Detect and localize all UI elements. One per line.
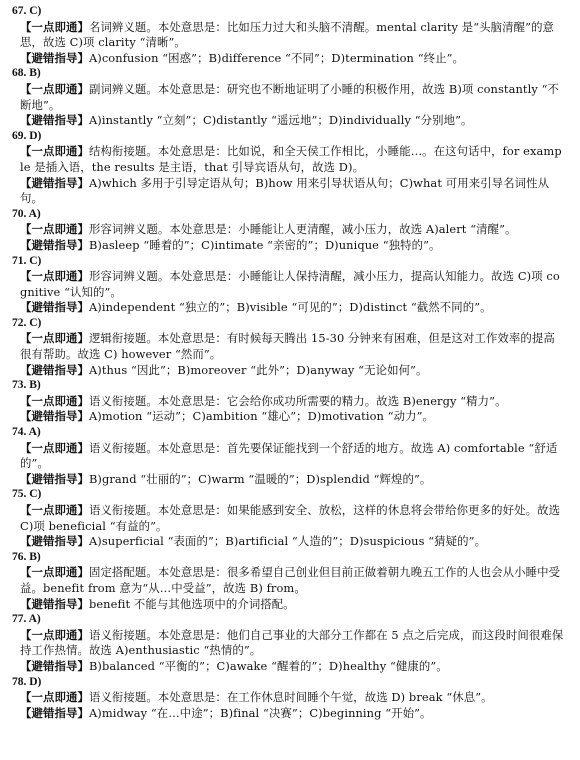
answer-item <box>12 378 564 425</box>
wrong-tag: 【避错指导】 <box>20 596 89 611</box>
wrong-option-guide <box>20 176 564 207</box>
question-number: 78. D) <box>12 675 42 688</box>
wrong-option-body: A)confusion “困惑”；B)difference “不同”；D)termination “终止”。 <box>88 50 465 65</box>
answer-item <box>12 550 564 612</box>
explanation-text <box>20 144 564 175</box>
answer-item <box>12 129 564 207</box>
wrong-tag: 【避错指导】 <box>20 705 89 720</box>
explanation-text <box>20 565 564 596</box>
explanation-body: 语义衔接题。本处意思是：如果能感到安全、放松，这样的休息将会带给你更多的好处。故选 C)项 beneficial “有益的”。 <box>20 503 561 533</box>
wrong-tag: 【避错指导】 <box>20 362 89 377</box>
wrong-option-guide <box>20 409 564 425</box>
explanation-body: 语义衔接题。本处意思是：他们自己事业的大部分工作都在 5 点之后完成，而这段时间很难保持工作热情。故选 A)enthusiastic “热情的”。 <box>20 627 564 658</box>
wrong-option-body: B)asleep “睡着的”；C)intimate “亲密的”；D)unique “独特的”。 <box>88 237 441 252</box>
question-number: 72. C) <box>12 316 42 329</box>
answer-item <box>12 207 564 254</box>
wrong-option-body: A)thus “因此”；B)moreover “此外”；D)anyway “无论如何”。 <box>88 362 428 377</box>
explain-tag: 【一点即通】 <box>20 565 89 580</box>
explain-tag: 【一点即通】 <box>20 331 89 346</box>
answer-item <box>12 316 564 378</box>
explanation-body: 逻辑衔接题。本处意思是：有时候每天腾出 15-30 分钟来有困难，但是这对工作效率的提高很有帮助。故选 C) however “然而”。 <box>20 331 555 362</box>
explanation-text <box>20 628 564 659</box>
question-number: 73. B) <box>12 379 41 392</box>
explain-tag: 【一点即通】 <box>20 440 89 455</box>
answer-item <box>12 487 564 549</box>
explanation-text <box>20 222 564 238</box>
question-number: 69. D) <box>12 129 42 142</box>
answer-item <box>12 425 564 487</box>
question-number: 70. A) <box>12 207 41 220</box>
explanation-body: 语义衔接题。本处意思是：它会给你成功所需要的精力。故选 B)energy “精力”。 <box>88 393 507 408</box>
wrong-option-guide <box>20 113 564 129</box>
explain-tag: 【一点即通】 <box>20 19 89 34</box>
wrong-option-guide <box>20 534 564 550</box>
answer-item <box>12 612 564 674</box>
wrong-option-body: B)grand “壮丽的”；C)warm “温暖的”；D)splendid “辉煌的”。 <box>88 471 432 486</box>
answer-item <box>12 66 564 128</box>
wrong-option-body: A)superficial “表面的”；B)artificial “人造的”；D)suspicious “猜疑的”。 <box>88 534 487 549</box>
explanation-text <box>20 441 564 472</box>
answer-item <box>12 4 564 66</box>
answer-item <box>12 254 564 316</box>
wrong-option-body: A)midway “在…中途”；B)final “决赛”；C)beginning “开始”。 <box>88 705 432 720</box>
question-number: 77. A) <box>12 613 41 626</box>
wrong-option-body: A)independent “独立的”；B)visible “可见的”；D)distinct “截然不同的”。 <box>88 300 492 315</box>
wrong-option-body: A)motion “运动”；C)ambition “雄心”；D)motivation “动力”。 <box>88 409 435 424</box>
explanation-body: 名词辨义题。本处意思是：比如压力过大和头脑不清醒。mental clarity 是“头脑清醒”的意思，故选 C)项 clarity “清晰”。 <box>20 19 555 50</box>
explanation-body: 语义衔接题。本处意思是：首先要保证能找到一个舒适的地方。故选 A) comfortable “舒适的”。 <box>20 440 558 471</box>
wrong-option-guide <box>20 472 564 488</box>
wrong-option-body: B)balanced “平衡的”；C)awake “醒着的”；D)healthy “健康的”。 <box>88 658 448 673</box>
explain-tag: 【一点即通】 <box>20 81 89 96</box>
explanation-body: 语义衔接题。本处意思是：在工作休息时间睡个午觉，故选 D) break “休息”。 <box>88 690 493 705</box>
question-number: 75. C) <box>12 488 42 501</box>
wrong-tag: 【避错指导】 <box>20 409 89 424</box>
wrong-option-guide <box>20 300 564 316</box>
explanation-text <box>20 20 564 51</box>
wrong-tag: 【避错指导】 <box>20 300 89 315</box>
explanation-text <box>20 82 564 113</box>
wrong-tag: 【避错指导】 <box>20 50 89 65</box>
wrong-option-body: A)which 多用于引导定语从句；B)how 用来引导状语从句；C)what 可用来引导名词性从句。 <box>20 175 550 206</box>
wrong-option-guide <box>20 51 564 67</box>
explanation-body: 副词辨义题。本处意思是：研究也不断地证明了小睡的积极作用，故选 B)项 constantly “不断地”。 <box>20 81 560 112</box>
wrong-option-guide <box>20 238 564 254</box>
explain-tag: 【一点即通】 <box>20 690 89 705</box>
explanation-text <box>20 690 564 706</box>
explain-tag: 【一点即通】 <box>20 222 89 237</box>
explanation-text <box>20 394 564 410</box>
wrong-tag: 【避错指导】 <box>20 237 89 252</box>
explain-tag: 【一点即通】 <box>20 627 89 642</box>
wrong-tag: 【避错指导】 <box>20 113 89 128</box>
explanation-text <box>20 331 564 362</box>
explanation-body: 结构衔接题。本处意思是：比如说，和全天侯工作相比，小睡能…。在这句话中，for example 是插入语，the results 是主语，that 引导宾语从句，故选 D)。 <box>20 144 562 174</box>
explain-tag: 【一点即通】 <box>20 269 89 284</box>
explanation-body: 固定搭配题。本处意思是：很多希望自己创业但目前正做着朝九晚五工作的人也会从小睡中受益。benefit from 意为“从…中受益”，故选 B) from。 <box>20 565 561 595</box>
wrong-tag: 【避错指导】 <box>20 534 89 549</box>
wrong-option-body: benefit 不能与其他选项中的介词搭配。 <box>88 596 295 611</box>
explanation-body: 形容词辨义题。本处意思是：小睡能让人更清醒，减小压力，故选 A)alert “清醒”。 <box>88 222 517 237</box>
wrong-option-guide <box>20 597 564 613</box>
explain-tag: 【一点即通】 <box>20 393 89 408</box>
answer-item <box>12 675 564 722</box>
wrong-tag: 【避错指导】 <box>20 471 89 486</box>
explanation-text <box>20 269 564 300</box>
wrong-tag: 【避错指导】 <box>20 658 89 673</box>
wrong-tag: 【避错指导】 <box>20 175 89 190</box>
answer-list <box>12 4 564 721</box>
explanation-body: 形容词辨义题。本处意思是：小睡能让人保持清醒，减小压力，提高认知能力。故选 C)项 cognitive “认知的”。 <box>20 269 560 299</box>
question-number: 71. C) <box>12 254 42 267</box>
wrong-option-guide <box>20 659 564 675</box>
explain-tag: 【一点即通】 <box>20 503 89 517</box>
wrong-option-guide <box>20 363 564 379</box>
wrong-option-body: A)instantly “立刻”；C)distantly “遥远地”；D)individually “分别地”。 <box>88 113 473 128</box>
explain-tag: 【一点即通】 <box>20 144 89 159</box>
question-number: 68. B) <box>12 67 41 80</box>
explanation-text <box>20 503 564 534</box>
question-number: 74. A) <box>12 426 41 439</box>
wrong-option-guide <box>20 706 564 722</box>
question-number: 76. B) <box>12 550 41 563</box>
question-number: 67. C) <box>12 5 42 17</box>
